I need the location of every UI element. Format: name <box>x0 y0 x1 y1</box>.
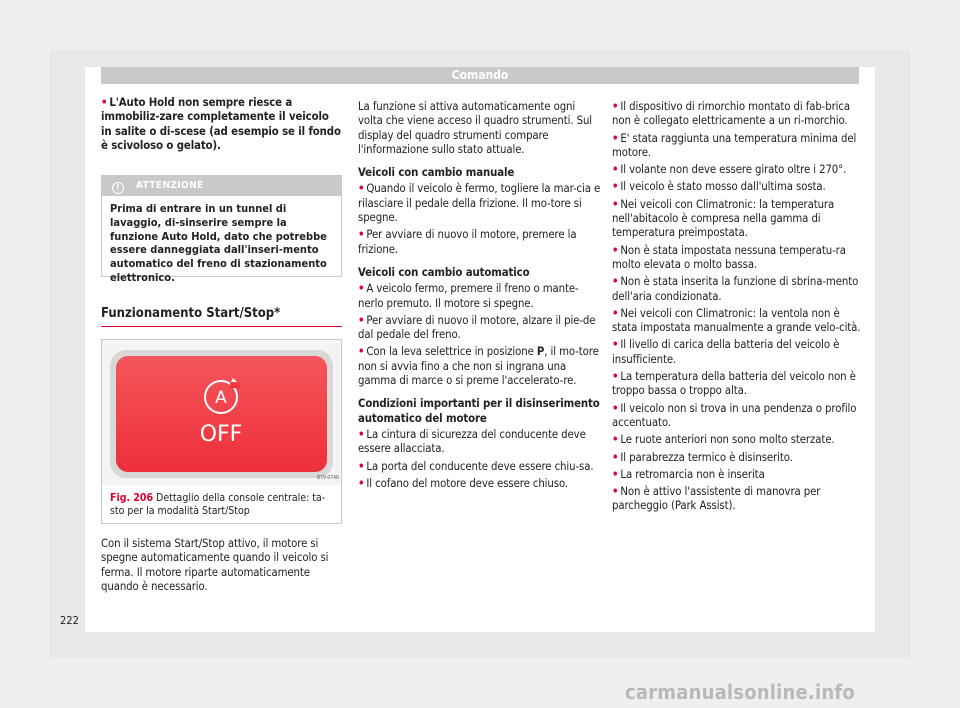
intro-paragraph: Con il sistema Start/Stop attivo, il motore si spegne automaticamente quando il veicolo si ferma. Il motore riparte automaticamente quando è necessario. <box>101 537 329 593</box>
list-item: • Nei veicoli con Climatronic: la ventola non è stata impostata manualmente a grande velo-cità. <box>612 306 861 335</box>
bullet-icon: • <box>612 401 619 415</box>
bullet-icon: • <box>358 427 365 441</box>
figure-206 <box>101 339 342 524</box>
list-item: • Per avviare di nuovo il motore, premere la frizione. <box>358 228 577 256</box>
list-item: • La cintura di sicurezza del conducente deve essere allacciata. <box>358 427 586 456</box>
list-item: • La porta del conducente deve essere chiu-sa. <box>358 459 594 473</box>
list-item: • E' stata raggiunta una temperatura minima del motore. <box>612 131 857 159</box>
list-item: • Il cofano del motore deve essere chiuso. <box>358 476 568 490</box>
column-3 <box>612 100 862 517</box>
bullet-icon: • <box>358 459 365 473</box>
list-item: • Il livello di carica della batteria del veicolo è insufficiente. <box>612 338 840 366</box>
bullet-icon: • <box>612 338 619 352</box>
list-item: • Il volante non deve essere girato oltre i 270°. <box>612 163 847 177</box>
page-header: Comando <box>101 67 859 84</box>
list-item: • Nei veicoli con Climatronic: la temperatura nell'abitacolo è compresa nella gamma di temperatura preimpostata. <box>612 197 835 240</box>
note-bullet: • L'Auto Hold non sempre riesce a immobiliz-zare completamente il veicolo in salite o di-scese (ad esempio se il fondo è scivoloso o gelato). <box>101 96 341 152</box>
list-item: • Non è stata inserita la funzione di sbrina-mento dell'aria condizionata. <box>612 275 859 303</box>
figure-label: Fig. 206 <box>110 492 154 504</box>
bullet-icon: • <box>612 450 619 464</box>
bullet-icon: • <box>358 228 365 242</box>
list-item: • Non è stata impostata nessuna temperatu-ra molto elevata o molto bassa. <box>612 243 846 271</box>
bullet-icon: • <box>612 131 619 145</box>
column-2 <box>358 100 602 494</box>
bullet-icon: • <box>612 100 619 113</box>
bullet-icon: • <box>358 476 365 490</box>
bullet-icon: • <box>612 485 619 499</box>
section-title: Funzionamento Start/Stop* <box>101 307 342 327</box>
warning-icon: ! <box>112 182 124 194</box>
warning-title-bar <box>102 176 341 196</box>
conditions-heading: Condizioni importanti per il disinserimento automatico del motore <box>358 397 600 425</box>
bullet-icon: • <box>612 163 619 177</box>
list-item: • Il dispositivo di rimorchio montato di fab-brica non è collegato elettricamente a un ri-morchio. <box>612 100 851 128</box>
bullet-icon: • <box>612 197 619 211</box>
warning-title: ATTENZIONE <box>136 180 204 191</box>
bullet-icon: • <box>612 243 619 257</box>
bullet-icon: • <box>358 313 365 327</box>
list-item: • Il veicolo non si trova in una pendenza o profilo accentuato. <box>612 401 857 429</box>
bullet-icon: • <box>612 180 619 194</box>
bullet-icon: • <box>358 282 365 296</box>
list-item: • Le ruote anteriori non sono molto sterzate. <box>612 433 835 447</box>
bullet-icon: • <box>612 370 619 384</box>
list-item: • Per avviare di nuovo il motore, alzare il pie-de dal pedale del freno. <box>358 313 596 342</box>
list-item: • Non è attivo l'assistente di manovra per parcheggio (Park Assist). <box>612 485 821 513</box>
list-item: • Il veicolo è stato mosso dall'ultima sosta. <box>612 180 826 194</box>
column-1-bottom <box>101 537 342 597</box>
bullet-icon: • <box>612 433 619 447</box>
button-face <box>116 356 327 472</box>
warning-body: Prima di entrare in un tunnel di lavaggio, di-sinserire sempre la funzione Auto Hold, dato che potrebbe essere danneggiata dall'inseri-mento automatico del freno di stazionamento elettronico. <box>110 202 327 284</box>
manual-heading: Veicoli con cambio manuale <box>358 166 515 180</box>
list-item: • Con la leva selettrice in posizione P, il mo-tore non si avvia fino a che non si ingrana una gamma di marce o si preme l'accelerato-re. <box>358 345 599 388</box>
button-symbol: A <box>215 388 227 408</box>
automatic-heading: Veicoli con cambio automatico <box>358 265 530 279</box>
figure-code: B7V-0748 <box>317 475 339 481</box>
watermark: carmanualsonline.info <box>625 680 855 704</box>
list-item: • Quando il veicolo è fermo, togliere la mar-cia e rilasciare il pedale della frizione. Il mo-tore si spegne. <box>358 182 601 225</box>
bullet-icon: • <box>101 96 108 109</box>
column-1-top <box>101 96 342 156</box>
list-item: • Il parabrezza termico è disinserito. <box>612 450 793 464</box>
bullet-icon: • <box>358 182 365 196</box>
intro-text: La funzione si attiva automaticamente ogni volta che viene acceso il quadro strumenti. Sul display del quadro strumenti compare l'informazione sullo stato attuale. <box>358 100 593 156</box>
start-stop-button-image <box>102 340 341 485</box>
list-item: • La temperatura della batteria del veicolo non è troppo bassa o troppo alta. <box>612 370 856 398</box>
bullet-icon: • <box>612 275 619 289</box>
bullet-icon: • <box>358 345 365 359</box>
figure-caption: Fig. 206 Dettaglio della console centrale: ta-sto per la modalità Start/Stop <box>110 492 326 517</box>
warning-box <box>101 175 342 284</box>
bullet-icon: • <box>612 306 619 320</box>
list-item: • A veicolo fermo, premere il freno o mante-nerlo premuto. Il motore si spegne. <box>358 282 579 310</box>
button-label: OFF <box>199 422 243 447</box>
page-number: 222 <box>60 614 79 627</box>
list-item: • La retromarcia non è inserita <box>612 467 765 481</box>
bullet-icon: • <box>612 467 619 481</box>
